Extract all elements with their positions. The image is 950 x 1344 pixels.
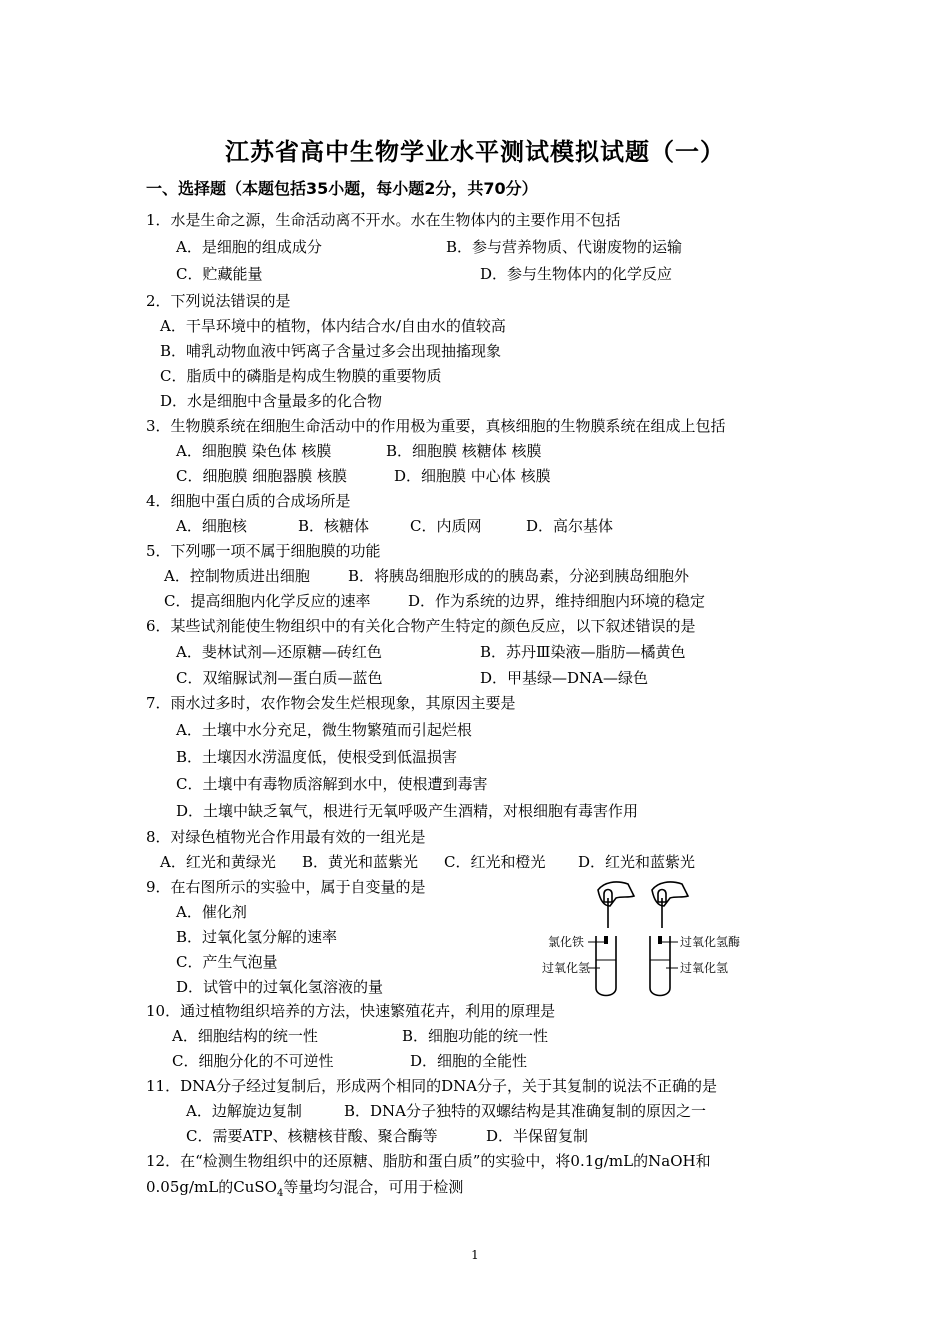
label-iron-chloride: 氯化铁 bbox=[548, 935, 585, 949]
question-10-option-c: C．细胞分化的不可逆性 bbox=[172, 1052, 334, 1070]
question-8-option-c: C．红光和橙光 bbox=[444, 853, 546, 871]
question-8-option-a: A．红光和黄绿光 bbox=[160, 853, 276, 871]
question-7-stem: 7．雨水过多时，农作物会发生烂根现象，其原因主要是 bbox=[146, 694, 516, 712]
question-2-option-b: B．哺乳动物血液中钙离子含量过多会出现抽搐现象 bbox=[160, 342, 502, 360]
question-4-stem: 4．细胞中蛋白质的合成场所是 bbox=[146, 492, 351, 510]
label-h2o2-right: 过氧化氢 bbox=[680, 961, 729, 975]
page-number: 1 bbox=[471, 1248, 479, 1262]
question-7-option-a: A．土壤中水分充足，微生物繁殖而引起烂根 bbox=[176, 721, 472, 739]
question-12-line-2-pre: 0.05g/mL的CuSO bbox=[146, 1178, 277, 1196]
test-tube-diagram bbox=[538, 876, 770, 1000]
question-1-option-d: D．参与生物体内的化学反应 bbox=[480, 265, 673, 283]
question-3-stem: 3．生物膜系统在细胞生命活动中的作用极为重要，真核细胞的生物膜系统在组成上包括 bbox=[146, 417, 726, 435]
question-6-option-b: B．苏丹Ⅲ染液—脂肪—橘黄色 bbox=[480, 643, 686, 661]
question-2-stem: 2．下列说法错误的是 bbox=[146, 292, 291, 310]
question-12-line-1: 12．在“检测生物组织中的还原糖、脂肪和蛋白质”的实验中，将0.1g/mL的NaOH和 bbox=[146, 1152, 711, 1170]
question-3-option-d: D．细胞膜 中心体 核膜 bbox=[394, 467, 551, 485]
label-h2o2-left: 过氧化氢 bbox=[542, 961, 591, 975]
question-4-option-d: D．高尔基体 bbox=[526, 517, 614, 535]
question-4-option-b: B．核糖体 bbox=[298, 517, 370, 535]
question-2-option-c: C．脂质中的磷脂是构成生物膜的重要物质 bbox=[160, 367, 442, 385]
question-11-option-a: A．边解旋边复制 bbox=[186, 1102, 302, 1120]
question-11-option-d: D．半保留复制 bbox=[486, 1127, 589, 1145]
question-3-option-a: A．细胞膜 染色体 核膜 bbox=[176, 442, 332, 460]
question-11-option-c: C．需要ATP、核糖核苷酸、聚合酶等 bbox=[186, 1127, 438, 1145]
question-2-option-d: D．水是细胞中含量最多的化合物 bbox=[160, 392, 383, 410]
question-4-option-c: C．内质网 bbox=[410, 517, 482, 535]
question-9-stem: 9．在右图所示的实验中，属于自变量的是 bbox=[146, 878, 426, 896]
question-9-option-d: D．试管中的过氧化氢溶液的量 bbox=[176, 978, 384, 996]
question-1-option-c: C．贮藏能量 bbox=[176, 265, 263, 283]
question-8-stem: 8．对绿色植物光合作用最有效的一组光是 bbox=[146, 828, 426, 846]
question-10-stem: 10．通过植物组织培养的方法，快速繁殖花卉，利用的原理是 bbox=[146, 1002, 556, 1020]
question-9-option-a: A．催化剂 bbox=[176, 903, 247, 921]
question-2-option-a: A．干旱环境中的植物，体内结合水/自由水的值较高 bbox=[160, 317, 506, 335]
question-10-option-d: D．细胞的全能性 bbox=[410, 1052, 528, 1070]
page-title: 江苏省高中生物学业水平测试模拟试题（一） bbox=[225, 138, 725, 166]
question-10-option-a: A．细胞结构的统一性 bbox=[172, 1027, 318, 1045]
question-6-option-d: D．甲基绿—DNA—绿色 bbox=[480, 669, 649, 687]
left-test-tube-icon bbox=[596, 936, 616, 996]
question-1-option-a: A．是细胞的组成成分 bbox=[176, 238, 322, 256]
question-6-option-c: C．双缩脲试剂—蛋白质—蓝色 bbox=[176, 669, 383, 687]
question-5-option-b: B．将胰岛细胞形成的的胰岛素，分泌到胰岛细胞外 bbox=[348, 567, 690, 585]
question-12-subscript: 4 bbox=[276, 1188, 284, 1199]
question-1-stem: 1．水是生命之源，生命活动离不开水。水在生物体内的主要作用不包括 bbox=[146, 211, 621, 229]
question-3-option-b: B．细胞膜 核糖体 核膜 bbox=[386, 442, 542, 460]
question-7-option-c: C．土壤中有毒物质溶解到水中，使根遭到毒害 bbox=[176, 775, 488, 793]
right-test-tube-icon bbox=[650, 936, 670, 996]
question-12-line-2 bbox=[146, 1177, 463, 1204]
question-6-stem: 6．某些试剂能使生物组织中的有关化合物产生特定的颜色反应，以下叙述错误的是 bbox=[146, 617, 696, 635]
question-1-option-b: B．参与营养物质、代谢废物的运输 bbox=[446, 238, 683, 256]
question-9-option-c: C．产生气泡量 bbox=[176, 953, 278, 971]
section-heading: 一、选择题（本题包括35小题，每小题2分，共70分） bbox=[146, 179, 538, 198]
question-5-option-c: C．提高细胞内化学反应的速率 bbox=[164, 592, 371, 610]
question-7-option-d: D．土壤中缺乏氧气，根进行无氧呼吸产生酒精，对根细胞有毒害作用 bbox=[176, 802, 639, 820]
question-8-option-d: D．红光和蓝紫光 bbox=[578, 853, 696, 871]
question-11-stem: 11．DNA分子经过复制后，形成两个相同的DNA分子，关于其复制的说法不正确的是 bbox=[146, 1077, 718, 1095]
question-5-option-d: D．作为系统的边界，维持细胞内环境的稳定 bbox=[408, 592, 706, 610]
question-5-stem: 5．下列哪一项不属于细胞膜的功能 bbox=[146, 542, 381, 560]
right-dropper-icon bbox=[658, 890, 666, 929]
left-dropper-icon bbox=[604, 890, 612, 929]
question-7-option-b: B．土壤因水涝温度低，使根受到低温损害 bbox=[176, 748, 458, 766]
question-10-option-b: B．细胞功能的统一性 bbox=[402, 1027, 549, 1045]
question-6-option-a: A．斐林试剂—还原糖—砖红色 bbox=[176, 643, 382, 661]
label-catalase: 过氧化氢酶 bbox=[680, 935, 741, 949]
question-8-option-b: B．黄光和蓝紫光 bbox=[302, 853, 419, 871]
question-11-option-b: B．DNA分子独特的双螺结构是其准确复制的原因之一 bbox=[344, 1102, 707, 1120]
question-5-option-a: A．控制物质进出细胞 bbox=[164, 567, 310, 585]
question-3-option-c: C．细胞膜 细胞器膜 核膜 bbox=[176, 467, 348, 485]
question-9-option-b: B．过氧化氢分解的速率 bbox=[176, 928, 338, 946]
question-12-line-2-post: 等量均匀混合，可用于检测 bbox=[283, 1178, 464, 1196]
experiment-figure bbox=[538, 876, 770, 1000]
question-4-option-a: A．细胞核 bbox=[176, 517, 247, 535]
